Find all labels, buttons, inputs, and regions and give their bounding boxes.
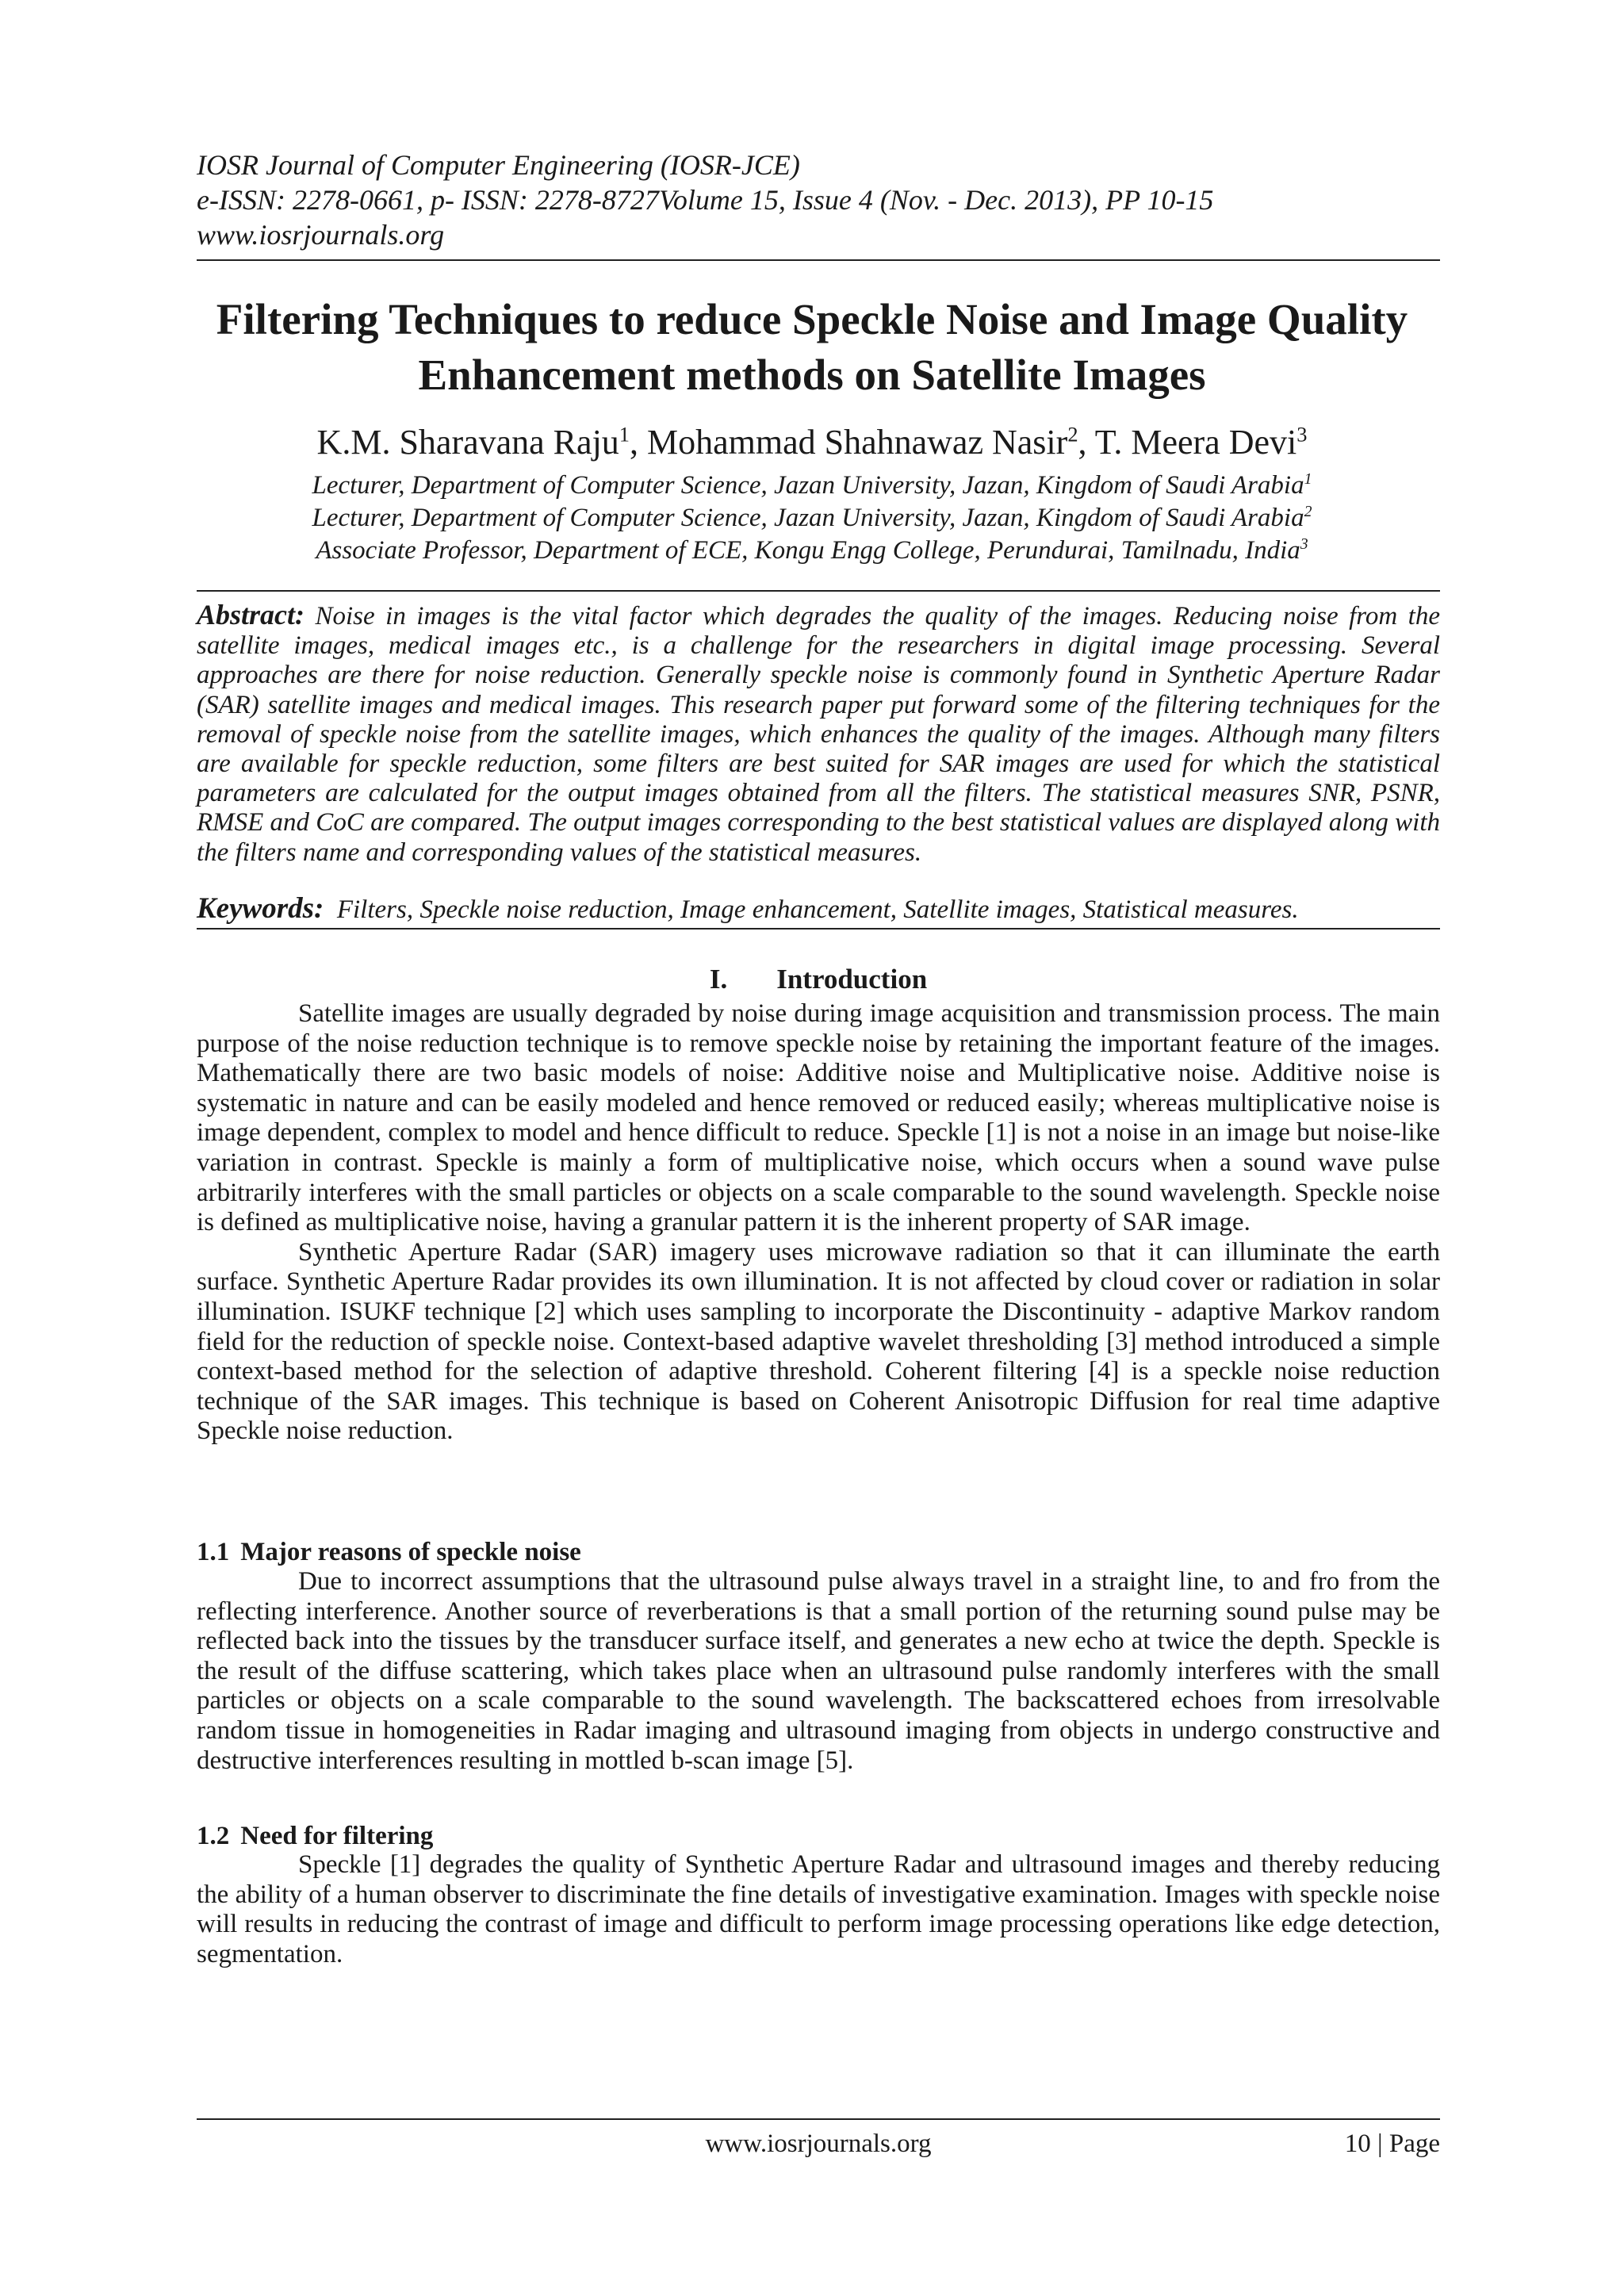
author-index: 3	[1297, 422, 1308, 447]
paragraph: Due to incorrect assumptions that the ultrasound pulse always travel in a straight line, to and fro from the reflecting interference. Another source of reverberations is that a small portion of the returning sound pulse may be reflected back into the tissues by the transducer surface itself, and generates a new echo at twice the depth. Speckle is the result of the diffuse scattering, which takes place when an ultrasound pulse randomly interferes with the small particles or objects on a scale comparable to the sound wavelength. The backscattered echoes from irresolvable random tissue in homogeneities in Radar imaging and ultrasound imaging from objects in undergo constructive and destructive interferences resulting in mottled b-scan image [5].	[197, 1567, 1440, 1775]
keywords	[197, 893, 1440, 926]
abstract-top-rule	[197, 590, 1440, 592]
keywords-label: Keywords:	[197, 892, 324, 925]
introduction-body	[197, 999, 1440, 1447]
subsection-body-1-1	[197, 1567, 1440, 1776]
journal-header	[197, 148, 1440, 252]
page-footer	[197, 2126, 1440, 2161]
affiliation-text: Associate Professor, Department of ECE, Kongu Engg College, Perundurai, Tamilnadu, India	[316, 536, 1300, 565]
subsection-number: 1.2	[197, 1822, 230, 1850]
affiliation-index: 1	[1304, 470, 1312, 488]
section-heading-introduction	[197, 962, 1440, 997]
author-list	[159, 420, 1465, 465]
subsection-body-1-2	[197, 1850, 1440, 1969]
subsection-number: 1.1	[197, 1538, 230, 1566]
title-line-1: Filtering Techniques to reduce Speckle Noise and Image Quality	[216, 295, 1408, 343]
author-separator: ,	[1078, 423, 1095, 462]
subsection-title: Need for filtering	[240, 1822, 434, 1850]
affiliation-text: Lecturer, Department of Computer Science, Jazan University, Jazan, Kingdom of Saudi Arabia	[312, 504, 1304, 532]
page-number: 10 | Page	[1344, 2129, 1440, 2158]
author-index: 1	[619, 422, 630, 447]
title-line-2: Enhancement methods on Satellite Images	[418, 351, 1206, 399]
paragraph: Satellite images are usually degraded by noise during image acquisition and transmission process. The main purpose of the noise reduction technique is to remove speckle noise by retaining the important feature of the images. Mathematically there are two basic models of noise: Additive noise and Multiplicative noise. Additive noise is systematic in nature and can be easily modeled and hence removed or reduced easily; whereas multiplicative noise is image dependent, complex to model and hence difficult to reduce. Speckle [1] is not a noise in an image but noise-like variation in contrast. Speckle is mainly a form of multiplicative noise, which occurs when a sound wave pulse arbitrarily interferes with the small particles or objects on a scale comparable to the sound wavelength. Speckle noise is defined as multiplicative noise, having a granular pattern it is the inherent property of SAR image.	[197, 999, 1440, 1237]
affiliations	[159, 470, 1465, 567]
affiliation-line	[159, 470, 1465, 502]
author-index: 2	[1067, 422, 1078, 447]
author-separator: ,	[630, 423, 647, 462]
journal-name: IOSR Journal of Computer Engineering (IOSR-JCE)	[197, 149, 800, 181]
author-name: T. Meera Devi	[1094, 423, 1297, 462]
journal-issn: e-ISSN: 2278-0661, p- ISSN: 2278-8727Volume 15, Issue 4 (Nov. - Dec. 2013), PP 10-15	[197, 184, 1214, 216]
paragraph: Speckle [1] degrades the quality of Synthetic Aperture Radar and ultrasound images and thereby reducing the ability of a human observer to discriminate the fine details of investigative examination. Images with speckle noise will results in reducing the contrast of image and difficult to perform image processing operations like edge detection, segmentation.	[197, 1850, 1440, 1968]
header-rule	[197, 259, 1440, 261]
subsection-heading-1-2	[197, 1820, 1440, 1852]
abstract	[197, 600, 1440, 868]
footer-rule	[197, 2118, 1440, 2120]
author-name: Mohammad Shahnawaz Nasir	[647, 423, 1068, 462]
abstract-bottom-rule	[197, 928, 1440, 930]
affiliation-line	[159, 502, 1465, 535]
affiliation-text: Lecturer, Department of Computer Science, Jazan University, Jazan, Kingdom of Saudi Arabia	[312, 471, 1304, 500]
author-name: K.M. Sharavana Raju	[316, 423, 619, 462]
section-number: I.	[709, 964, 728, 995]
affiliation-line	[159, 535, 1465, 567]
abstract-text: Noise in images is the vital factor which degrades the quality of the images. Reducing noise from the satellite images, medical images etc., is a challenge for the researchers in digital image processing. Several approaches are there for noise reduction. Generally speckle noise is commonly found in Synthetic Aperture Radar (SAR) satellite images and medical images. This research paper put forward some of the filtering techniques for the removal of speckle noise from the satellite images, which enhances the quality of the images. Although many filters are available for speckle reduction, some filters are best suited for SAR images are used for which the statistical parameters are calculated for the output images obtained from all the filters. The statistical measures SNR, PSNR, RMSE and CoC are compared. The output images corresponding to the best statistical values are displayed along with the filters name and corresponding values of the statistical measures.	[197, 602, 1440, 867]
keywords-text: Filters, Speckle noise reduction, Image enhancement, Satellite images, Statistical measures.	[336, 895, 1299, 924]
affiliation-index: 3	[1300, 535, 1308, 553]
paragraph: Synthetic Aperture Radar (SAR) imagery uses microwave radiation so that it can illuminate the earth surface. Synthetic Aperture Radar provides its own illumination. It is not affected by cloud cover or radiation in solar illumination. ISUKF technique [2] which uses sampling to incorporate the Discontinuity - adaptive Markov random field for the reduction of speckle noise. Context-based adaptive wavelet thresholding [3] method introduced a simple context-based method for the selection of adaptive threshold. Coherent filtering [4] is a speckle noise reduction technique of the SAR images. This technique is based on Coherent Anisotropic Diffusion for real time adaptive Speckle noise reduction.	[197, 1237, 1440, 1446]
abstract-label: Abstract:	[197, 599, 305, 631]
footer-website: www.iosrjournals.org	[705, 2129, 932, 2158]
affiliation-index: 2	[1304, 503, 1312, 520]
section-title: Introduction	[776, 964, 928, 995]
journal-website: www.iosrjournals.org	[197, 219, 445, 251]
subsection-title: Major reasons of speckle noise	[240, 1538, 581, 1566]
paper-title	[159, 292, 1465, 403]
subsection-heading-1-1	[197, 1536, 1440, 1568]
